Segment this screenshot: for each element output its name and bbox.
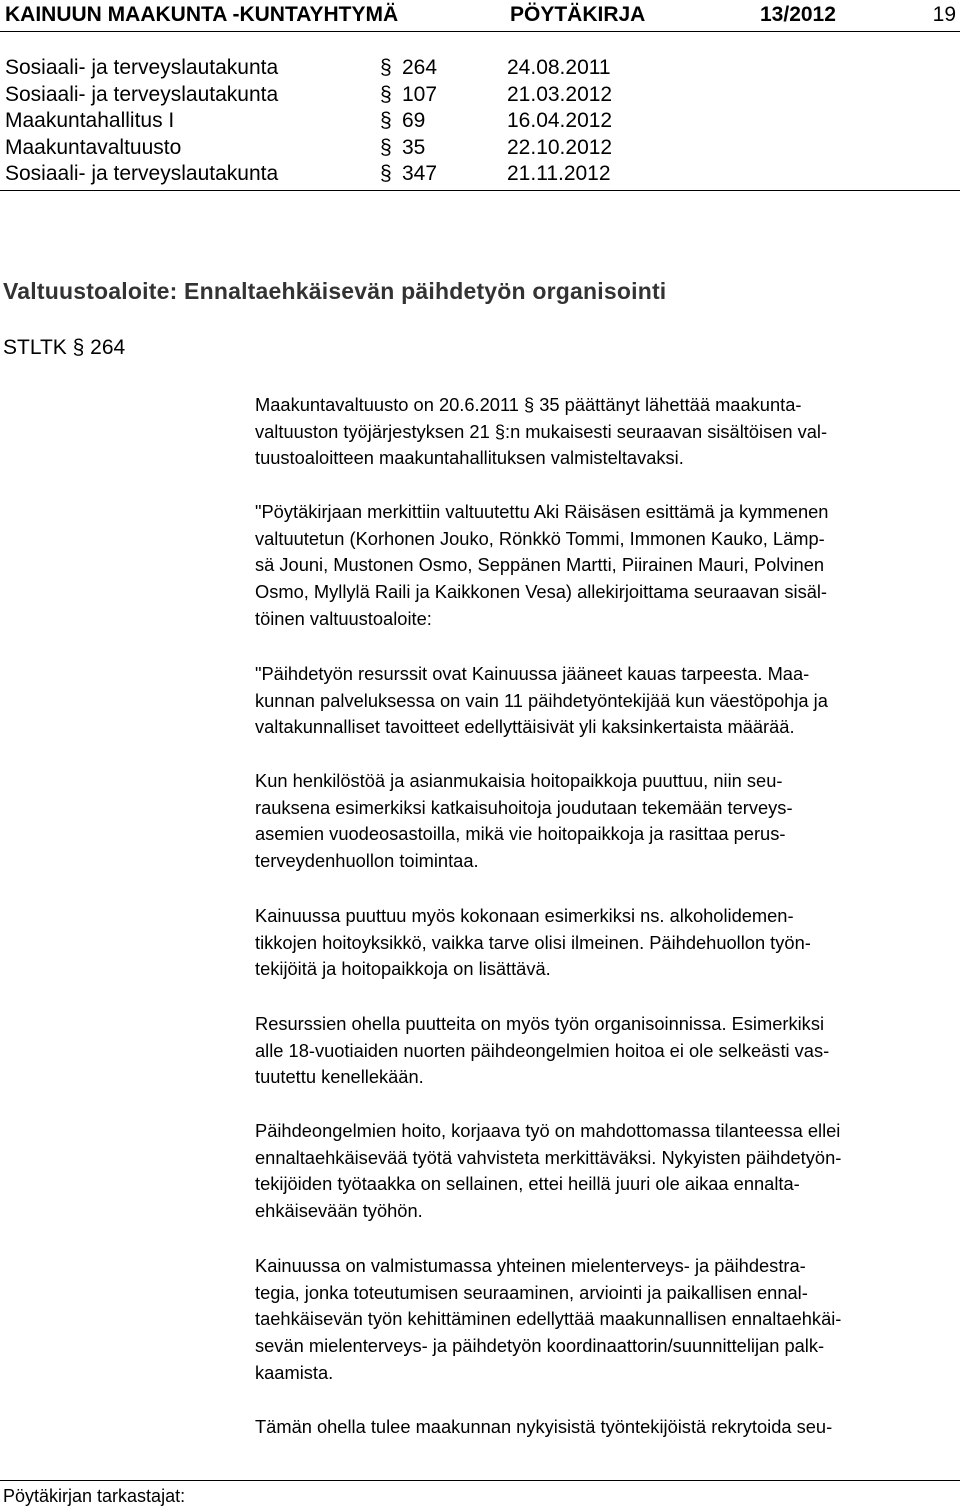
paragraph-line: valtakunnalliset tavoitteet edellyttäisivät yli kaksinkertaista määrää.	[255, 716, 795, 738]
history-number: 264	[402, 56, 438, 79]
paragraph-line: tuustoaloitteen maakuntahallituksen valmisteltavaksi.	[255, 447, 684, 469]
history-date: 16.04.2012	[507, 109, 613, 132]
paragraph-line: tekijöiden työtaakka on sellainen, ettei heillä juuri ole aikaa ennalta-	[255, 1173, 800, 1195]
paragraph-line: sevän mielenterveys- ja päihdetyön koordinaattorin/suunnittelijan palk-	[255, 1335, 825, 1357]
section-sign: §	[380, 56, 392, 79]
history-number: 69	[402, 109, 426, 132]
paragraph-line: Kun henkilöstöä ja asianmukaisia hoitopaikkoja puuttuu, niin seu-	[255, 770, 783, 791]
paragraph-line: Päihdeongelmien hoito, korjaava työ on mahdottomassa tilanteessa ellei	[255, 1120, 841, 1141]
organization-name: KAINUUN MAAKUNTA -KUNTAYHTYMÄ	[5, 3, 399, 26]
paragraph-line: alle 18-vuotiaiden nuorten päihdeongelmien hoitoa ei ole selkeästi vas-	[255, 1039, 830, 1061]
paragraph	[255, 661, 960, 741]
history-date: 21.11.2012	[507, 162, 611, 185]
page-number: 19	[932, 3, 956, 26]
section-sign: §	[380, 162, 392, 185]
paragraph-line: sä Jouni, Mustonen Osmo, Seppänen Martti, Piirainen Mauri, Polvinen	[255, 554, 825, 576]
document-type: PÖYTÄKIRJA	[510, 3, 646, 26]
paragraph	[255, 1118, 960, 1225]
paragraph-line: Kainuussa on valmistumassa yhteinen mielenterveys- ja päihdestra-	[255, 1255, 806, 1276]
history-rule	[0, 190, 960, 191]
history-date: 24.08.2011	[507, 56, 611, 79]
paragraph-line: "Päihdetyön resurssit ovat Kainuussa jääneet kauas tarpeesta. Maa-	[255, 663, 810, 684]
page-header	[0, 0, 960, 30]
paragraph-line: kaamista.	[255, 1361, 334, 1383]
paragraph-line: töinen valtuustoaloite:	[255, 607, 432, 629]
paragraph	[255, 499, 960, 633]
paragraph-line: tuutettu kenellekään.	[255, 1066, 424, 1088]
section-sign: §	[380, 82, 392, 106]
history-number: 35	[402, 135, 426, 159]
paragraph-line: taehkäisevän työn kehittäminen edellyttää maakunnallisen ennaltaehkäi-	[255, 1308, 842, 1330]
paragraph	[255, 1414, 960, 1441]
history-number: 347	[402, 162, 438, 185]
paragraph-line: kunnan palveluksessa on vain 11 päihdetyöntekijää kun väestöpohja ja	[255, 689, 828, 711]
paragraph-line: ennaltaehkäisevää työtä vahvisteta merkittäväksi. Nykyisten päihdetyön-	[255, 1146, 842, 1168]
paragraph-line: tekijöitä ja hoitopaikkoja on lisättävä.	[255, 958, 551, 980]
history-body: Sosiaali- ja terveyslautakunta	[5, 56, 279, 79]
history-date: 21.03.2012	[507, 82, 613, 106]
paragraph	[255, 903, 960, 983]
paragraph-line: Osmo, Myllylä Raili ja Kaikkonen Vesa) allekirjoittama seuraavan sisäl-	[255, 581, 828, 603]
paragraph	[255, 1253, 960, 1387]
paragraph-line: ehkäisevään työhön.	[255, 1200, 423, 1222]
footer-rule	[0, 1480, 960, 1481]
history-date: 22.10.2012	[507, 135, 613, 159]
paragraph-line: Kainuussa puuttuu myös kokonaan esimerkiksi ns. alkoholidemen-	[255, 905, 794, 926]
paragraph-line: asemien vuodeosastoilla, mikä vie hoitopaikkoja ja rasittaa perus-	[255, 823, 786, 845]
section-sign: §	[380, 109, 392, 132]
paragraph-line: valtuutetun (Korhonen Jouko, Rönkkö Tommi, Immonen Kauko, Lämp-	[255, 527, 825, 549]
paragraph-line: Resurssien ohella puutteita on myös työn organisoinnissa. Esimerkiksi	[255, 1013, 825, 1034]
paragraph	[255, 768, 960, 875]
paragraph-line: Tämän ohella tulee maakunnan nykyisistä työntekijöistä rekrytoida seu-	[255, 1416, 833, 1437]
paragraph-line: terveydenhuollon toimintaa.	[255, 850, 479, 872]
history-body: Maakuntavaltuusto	[5, 135, 182, 159]
paragraph-line: tikkojen hoitoyksikkö, vaikka tarve olisi ilmeinen. Päihdehuollon työn-	[255, 931, 811, 953]
matter-reference: STLTK § 264	[3, 336, 126, 359]
paragraph	[255, 392, 960, 472]
history-body: Sosiaali- ja terveyslautakunta	[5, 162, 279, 185]
section-sign: §	[380, 135, 392, 159]
history-body: Sosiaali- ja terveyslautakunta	[5, 82, 279, 106]
history-body: Maakuntahallitus I	[5, 109, 175, 132]
paragraph-line: valtuuston työjärjestyksen 21 §:n mukaisesti seuraavan sisältöisen val-	[255, 420, 828, 442]
history-number: 107	[402, 82, 438, 106]
reviewers-label: Pöytäkirjan tarkastajat:	[3, 1486, 186, 1506]
paragraph-line: tegia, jonka toteutumisen seuraaminen, arviointi ja paikallisen ennal-	[255, 1281, 808, 1303]
paragraph-line: rauksena esimerkiksi katkaisuhoitoja joudutaan tekemään terveys-	[255, 796, 793, 818]
matter-title: Valtuustoaloite: Ennaltaehkäisevän päihdetyön organisointi	[3, 278, 667, 304]
document-number: 13/2012	[760, 3, 836, 26]
paragraph-line: Maakuntavaltuusto on 20.6.2011 § 35 päättänyt lähettää maakunta-	[255, 394, 802, 415]
header-rule	[0, 31, 960, 32]
paragraph	[255, 1011, 960, 1091]
paragraph-line: "Pöytäkirjaan merkittiin valtuutettu Aki Räisäsen esittämä ja kymmenen	[255, 501, 829, 522]
